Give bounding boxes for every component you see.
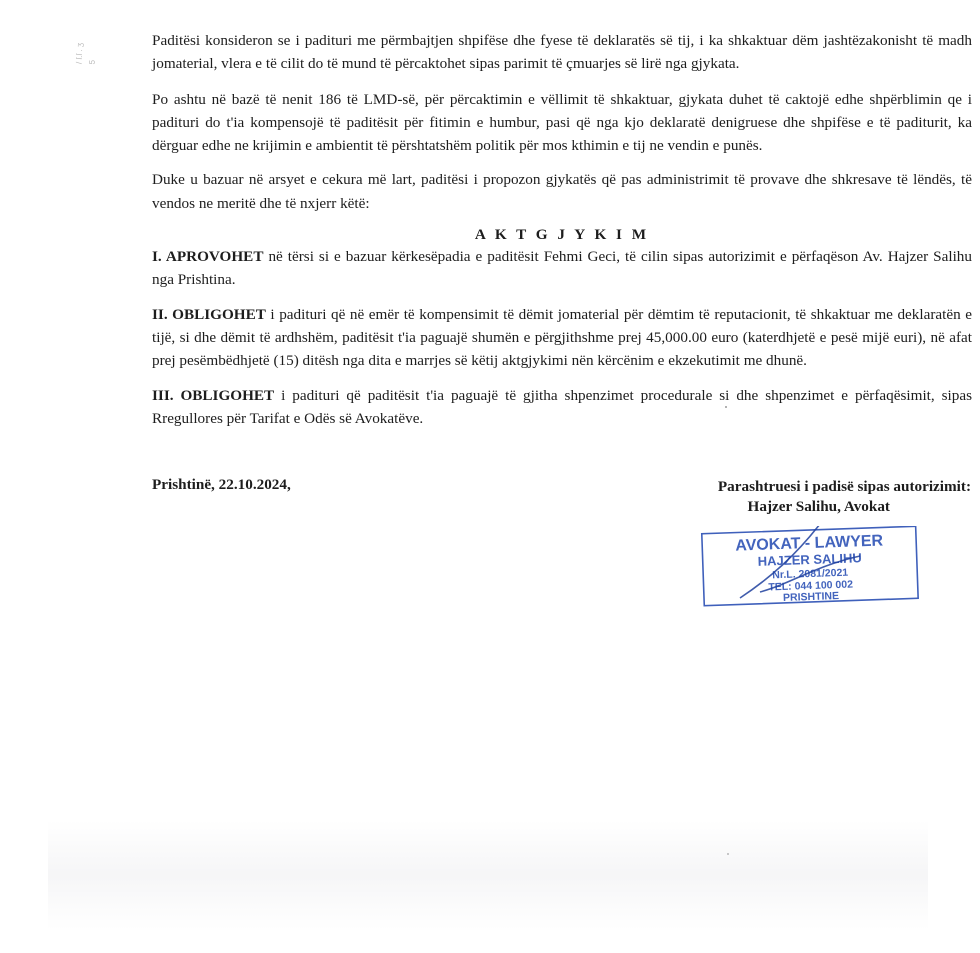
signature-block (152, 476, 972, 616)
place-and-date: Prishtinë, 22.10.2024, (152, 476, 291, 493)
paragraph-lost-profit: Po ashtu në bazë të nenit 186 të LMD-së, për përcaktimin e vëllimit të shkaktuar, gjykata duhet të caktojë edhe shpërblimin qe i padituri do t'ia kompensojë të paditësit për fitimin e humbur, pasi që nga kjo deklaratë denigruese dhe shpifëse e të paditurit, ka dërguar edhe ne krijimin e ambientit të përshtatshëm politik për mos kthimin e tij ne vendin e punës. (152, 90, 972, 155)
verdict-item-2 (152, 303, 972, 373)
verdict-item-text: i padituri që në emër të kompensimit të dëmit jomaterial për dëmtim të reputacionit, të shkaktuar me deklaratën e tijë, si dhe dëmit të ardhshëm, paditësit t'ia paguajë shumën e përgjithshme prej 45,000.00 euro (katerdhjetë e pesë mijë euri), në afat prej pesëmbëdhjetë (15) ditësh nga dita e marrjes së këtij aktgjykimi nën kërcënim e ekzekutimit me dhunë. (152, 305, 972, 370)
verdict-title: A K T G J Y K I M (474, 226, 650, 244)
scan-speck (725, 406, 727, 408)
stamp-line-license: Nr.L. 2081/2021 (772, 566, 849, 582)
margin-handwritten-marks: / ſ.ſ . ʒ 5 (74, 42, 97, 65)
stamp-line-phone: TEL: 044 100 002 (768, 578, 854, 594)
verdict-item-text: në tërsi si e bazuar kërkesëpadia e paditësit Fehmi Geci, të cilin sipas autorizimit e përfaqëson Av. Hajzer Salihu nga Prishtina. (152, 248, 972, 289)
stamp-line-title: AVOKAT - LAWYER (735, 532, 884, 555)
paragraph-proposal: Duke u bazuar në arsyet e cekura më lart, paditësi i propozon gjykatës që pas administrimit të provave dhe shkresave të lëndës, të vendos ne meritë dhe të nxjerr këtë: (152, 171, 972, 212)
verdict-item-1 (152, 245, 972, 292)
verdict-item-text: i padituri që paditësit t'ia paguajë të gjitha shpenzimet procedurale si dhe shpenzimet e përfaqësimit, sipas Rregullores për Tarifat e Odës së Avokatëve. (152, 386, 972, 427)
signer-role: Parashtruesi i padisë sipas autorizimit: (717, 478, 971, 495)
scan-smudge (48, 820, 928, 930)
paragraph-nonmaterial-damage: Paditësi konsideron se i padituri me përmbajtjen shpifëse dhe fyese të deklaratës së tij, i ka shkaktuar dëm jashtëzakonisht të madh jomaterial, vlera e të cilit do të mund të përcaktohet sipas parimit të çmuarjes së lirë nga gjykata. (152, 32, 972, 73)
verdict-item-label: III. OBLIGOHET (152, 386, 275, 404)
verdict-item-label: II. OBLIGOHET (152, 305, 266, 323)
stamp-line-name: HAJZER SALIHU (757, 550, 862, 569)
verdict-item-3 (152, 384, 972, 431)
document-body (152, 29, 972, 430)
signer-name: Hajzer Salihu, Avokat (747, 498, 890, 515)
lawyer-stamp (700, 526, 920, 608)
stamp-line-city: PRISHTINE (782, 590, 840, 604)
verdict-item-label: I. APROVOHET (152, 248, 264, 266)
